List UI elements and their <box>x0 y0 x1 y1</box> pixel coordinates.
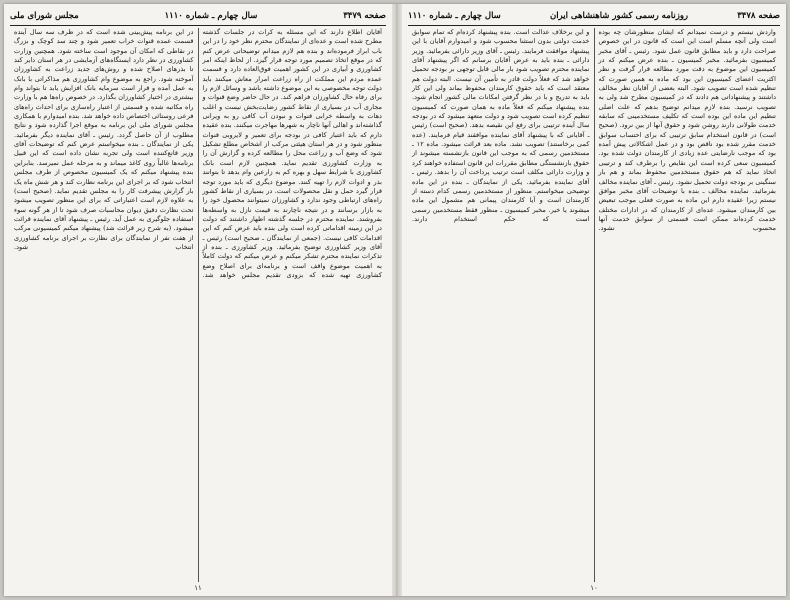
left-column-1-text: آقایان اطلاع دارند که این مسئله به کرات در جلسات گذشته مطرح شده است و عده‌ای از نمایندگان محترم نظر خود را در این باب ابراز فرموده‌اند و بنده هم لازم میدانم توضیحاتی عرض کنم که در موقع اتخاذ تصمیم مورد توجه قرار گیرد. از لحاظ اینکه امر کشاورزی و آبیاری در این کشور اهمیت فوق‌العاده دارد و قسمت عمده مردم این مملکت از راه زراعت امرار معاش میکنند باید دولت توجه مخصوصی به این موضوع داشته باشد و وسائل لازم را برای رفاه حال کشاورزان فراهم کند. در حال حاضر وضع قنوات و مجاری آب در بسیاری از نقاط کشور رضایت‌بخش نیست و اغلب دهات به واسطه خرابی قنوات و نبودن آب کافی رو به ویرانی گذاشته‌اند و اهالی آنها ناچار به شهرها مهاجرت میکنند. بنده عقیده دارم که باید اعتبار کافی در بودجه برای تعمیر و لایروبی قنوات منظور شود و در هر استان هیئتی مرکب از اشخاص مطلع تشکیل شود که وضع آب و زراعت محل را مطالعه کرده و گزارش آن را به وزارت کشاورزی تقدیم نماید. همچنین لازم است بانک کشاورزی با شرایط سهل و بهره کم به زارعین وام بدهد تا بتوانند بذر و ادوات لازم را تهیه کنند. موضوع دیگری که باید مورد توجه قرار گیرد حمل و نقل محصولات است. در بسیاری از نقاط کشور راه‌های ارتباطی وجود ندارد و کشاورزان نمیتوانند محصول خود را به بازار برسانند و در نتیجه ناچارند به قیمت نازل به واسطه‌ها بفروشند. نماینده محترم در جلسه گذشته اظهار داشتند که دولت در این زمینه اقداماتی کرده است ولی بنده باید عرض کنم که این اقدامات کافی نیست. (جمعی از نمایندگان ـ صحیح است) رئیس ـ آقای وزیر کشاورزی توضیح بفرمائید. وزیر کشاورزی ـ بنده از تذکرات نماینده محترم تشکر میکنم و عرض میکنم که دولت کاملاً به اهمیت موضوع واقف است و برنامه‌ای برای اصلاح وضع کشاورزی تهیه شده که بزودی تقدیم مجلس خواهد شد. <box>200 28 382 279</box>
left-column-2-text: در این برنامه پیش‌بینی شده است که در ظرف سه سال آینده قسمت عمده قنوات خراب تعمیر شود و چند سد کوچک و بزرگ در نقاطی که امکان آن موجود است ساخته شود. همچنین وزارت کشاورزی در نظر دارد ایستگاه‌های آزمایشی در هر استان دایر کند تا بذرهای اصلاح شده و روش‌های جدید زراعت به کشاورزان آموخته شود. راجع به موضوع وام کشاورزی هم مذاکراتی با بانک به عمل آمده و قرار است سرمایه بانک افزایش یابد تا بتواند وام بیشتری در اختیار کشاورزان بگذارد. در خصوص راه‌ها هم با وزارت راه مکاتبه شده و قسمتی از اعتبار راه‌سازی برای احداث راه‌های فرعی روستائی اختصاص داده خواهد شد. بنده امیدوارم با همکاری مجلس شورای ملی این برنامه به موقع اجرا گذارده شود و نتایج مطلوب از آن حاصل گردد. رئیس ـ آقای نماینده دیگر بفرمائید. یکی از نمایندگان ـ بنده میخواستم عرض کنم که توضیحات آقای وزیر قانع‌کننده است ولی تجربه نشان داده است که این قبیل برنامه‌ها غالباً روی کاغذ میماند و به مرحله عمل نمیرسد. بنابراین بنده پیشنهاد میکنم که یک کمیسیون مخصوص از طرف مجلس انتخاب شود که بر اجرای این برنامه نظارت کند و هر شش ماه یک بار گزارش پیشرفت کار را به مجلس تقدیم نماید. (صحیح است) به علاوه لازم است اعتباراتی که برای این منظور تصویب میشود تحت نظارت دقیق دیوان محاسبات صرف شود تا از هر گونه سوء استفاده جلوگیری به عمل آید. رئیس ـ پیشنهاد آقای نماینده قرائت میشود. (به شرح زیر قرائت شد) پیشنهاد میکنم کمیسیونی مرکب از هفت نفر از نمایندگان برای نظارت بر اجرای برنامه کشاورزی انتخاب شود. <box>11 28 194 251</box>
right-page <box>402 4 786 596</box>
right-page-masthead: روزنامه رسمی کشور شاهنشاهی ایران <box>549 11 689 21</box>
left-page-number: صفحه ۳۴۷۹ <box>343 11 386 21</box>
page-gutter <box>392 4 402 596</box>
left-page-columns <box>10 28 386 582</box>
left-page-column-2 <box>10 28 199 582</box>
right-page-column-1 <box>595 28 781 582</box>
right-page-columns <box>408 28 780 582</box>
newspaper-spread <box>4 4 786 596</box>
right-page-column-2 <box>408 28 595 582</box>
left-page-section: مجلس شورای ملی <box>10 11 79 21</box>
right-page-footer: ۱۰ <box>590 584 598 592</box>
right-column-1-text: واردش نیستم و درست نمیدانم که ایشان منظورشان چه بوده است ولی آنچه مسلم است این است که قانون در این خصوص صراحت دارد و باید مطابق قانون عمل شود. رئیس ـ آقای مخبر کمیسیون بفرمائید. مخبر کمیسیون ـ بنده عرض میکنم که در کمیسیون این موضوع به دقت مورد مطالعه قرار گرفت و نظر اکثریت اعضای کمیسیون این بود که ماده به همین صورت که تنظیم شده است تصویب شود. البته بعضی از آقایان نظر مخالف داشتند و پیشنهاداتی هم دادند که در کمیسیون مطرح شد ولی به تصویب نرسید. بنده لازم میدانم توضیح بدهم که علت اصلی تنظیم این ماده این بوده است که تکلیف مستخدمینی که سابقه خدمت طولانی دارند روشن شود و حقوق آنها از بین نرود. (صحیح است) در قانون استخدام سابق ترتیبی که برای احتساب سوابق خدمت مقرر شده بود ناقص بود و در عمل اشکالاتی پیش آمده بود که موجب نارضایتی عده زیادی از کارمندان دولت شده بود. کمیسیون سعی کرده است این نقایص را برطرف کند و ترتیبی اتخاذ نماید که هم حقوق مستخدمین محفوظ بماند و هم بار سنگینی بر بودجه دولت تحمیل نشود. رئیس ـ آقای نماینده مخالف بفرمائید. نماینده مخالف ـ بنده با توضیحات آقای مخبر موافق نیستم زیرا عقیده دارم این ماده به صورت فعلی موجب تبعیض بین کارمندان میشود. عده‌ای از کارمندان که در ادارات مختلف خدمت کرده‌اند ممکن است قسمتی از سوابق خدمت آنها محسوب نشود. <box>596 28 777 233</box>
left-page-header <box>10 9 386 26</box>
left-page-column-1 <box>199 28 387 582</box>
left-page-footer: ۱۱ <box>194 584 202 592</box>
right-page-header <box>408 9 780 26</box>
right-page-number: صفحه ۳۴۷۸ <box>737 11 780 21</box>
left-page-issue: سال چهارم ـ شماره ۱۱۱۰ <box>164 11 258 21</box>
left-page <box>4 4 392 596</box>
right-column-2-text: و این برخلاف عدالت است. بنده پیشنهاد کرده‌ام که تمام سوابق خدمت دولتی بدون استثنا محسوب شود و امیدوارم آقایان با این پیشنهاد موافقت فرمایند. رئیس ـ آقای وزیر دارائی بفرمائید. وزیر دارائی ـ بنده باید به عرض آقایان برسانم که اگر پیشنهاد آقای نماینده محترم تصویب شود بار مالی قابل توجهی بر بودجه تحمیل خواهد شد که فعلاً دولت قادر به تأمین آن نیست. البته دولت هم معتقد است که باید حقوق کارمندان محفوظ بماند ولی این کار باید به تدریج و با در نظر گرفتن امکانات مالی کشور انجام شود. بنده پیشنهاد میکنم که فعلاً ماده به همان صورت که کمیسیون تنظیم کرده است تصویب شود و دولت متعهد میشود که در بودجه سال آینده ترتیبی برای رفع این نقیصه بدهد. (صحیح است) رئیس ـ آقایانی که با پیشنهاد آقای نماینده موافقند قیام فرمایند. (عده کمی برخاستند) تصویب نشد. ماده بعد قرائت میشود. ماده ۱۲ ـ مستخدمین رسمی که به موجب این قانون بازنشسته میشوند از حقوق بازنشستگی مطابق مقررات این قانون استفاده خواهند کرد و وزارت دارائی مکلف است ترتیب پرداخت آن را بدهد. رئیس ـ آقای نماینده بفرمائید. یکی از نمایندگان ـ بنده در این ماده توضیحی میخواستم. منظور از مستخدمین رسمی کدام دسته از کارمندان است و آیا کارمندان پیمانی هم مشمول این ماده میشوند یا خیر. مخبر کمیسیون ـ منظور فقط مستخدمین رسمی است که حکم استخدام دارند. <box>409 28 590 223</box>
right-page-issue: سال چهارم ـ شماره ۱۱۱۰ <box>408 11 501 21</box>
